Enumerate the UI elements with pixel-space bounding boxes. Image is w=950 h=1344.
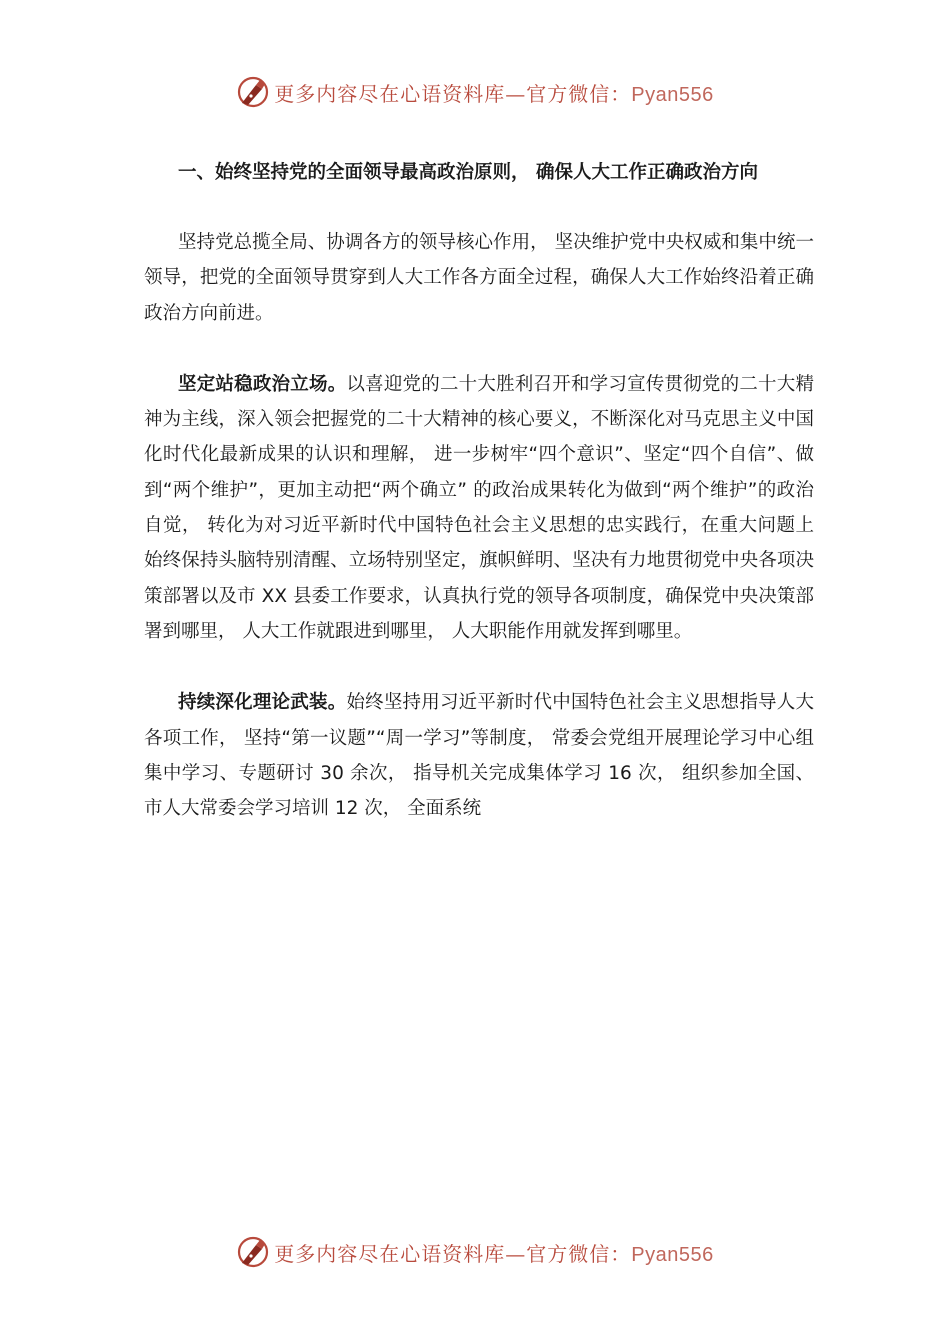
paragraph-theory-study bbox=[144, 685, 814, 826]
paragraph-lead: 坚定站稳政治立场。 bbox=[178, 373, 347, 395]
pen-nib-logo-icon bbox=[236, 1235, 270, 1269]
paragraph-text: 坚持党总揽全局、协调各方的领导核心作用， 坚决维护党中央权威和集中统一领导，把党的全面领导贯穿到人大工作各方面全过程，确保人大工作始终沿着正确政治方向前进。 bbox=[144, 232, 814, 324]
paragraph-lead: 持续深化理论武装。 bbox=[178, 692, 347, 714]
document-body bbox=[144, 155, 814, 862]
watermark-text: 更多内容尽在心语资料库—官方微信：Pyan556 bbox=[274, 1241, 714, 1266]
watermark-text: 更多内容尽在心语资料库—官方微信：Pyan556 bbox=[274, 81, 714, 106]
section-heading: 一、始终坚持党的全面领导最高政治原则， 确保人大工作正确政治方向 bbox=[178, 162, 758, 183]
wechat-id: Pyan556 bbox=[631, 1243, 714, 1266]
paragraph-text: 始终坚持用习近平新时代中国特色社会主义思想指导人大各项工作， 坚持“第一议题”“周一学习”等制度， 常委会党组开展理论学习中心组集中学习、专题研讨 30 余次， 指导机关完成集体学习 16 次， 组织参加全国、市人大常委会学习培训 12 次， 全面系统 bbox=[144, 692, 814, 820]
paragraph-political-stance bbox=[144, 367, 814, 649]
pen-nib-logo-icon bbox=[236, 75, 270, 109]
footer-watermark bbox=[0, 1232, 950, 1272]
header-watermark bbox=[0, 72, 950, 112]
paragraph-text: 以喜迎党的二十大胜利召开和学习宣传贯彻党的二十大精神为主线，深入领会把握党的二十大精神的核心要义，不断深化对马克思主义中国化时代化最新成果的认识和理解， 进一步树牢“四个意识”、坚定“四个自信”、做到“两个维护”，更加主动把“两个确立” 的政治成果转化为做到“两个维护”的政治自觉， 转化为对习近平新时代中国特色社会主义思想的忠实践行，在重大问题上始终保持头脑特别清醒、立场特别坚定，旗帜鲜明、坚决有力地贯彻党中央各项决策部署以及市 XX 县委工作要求，认真执行党的领导各项制度，确保党中央决策部署到哪里， 人大工作就跟进到哪里， 人大职能作用就发挥到哪里。 bbox=[144, 373, 814, 642]
paragraph-intro bbox=[144, 225, 814, 331]
wechat-id: Pyan556 bbox=[631, 83, 714, 106]
